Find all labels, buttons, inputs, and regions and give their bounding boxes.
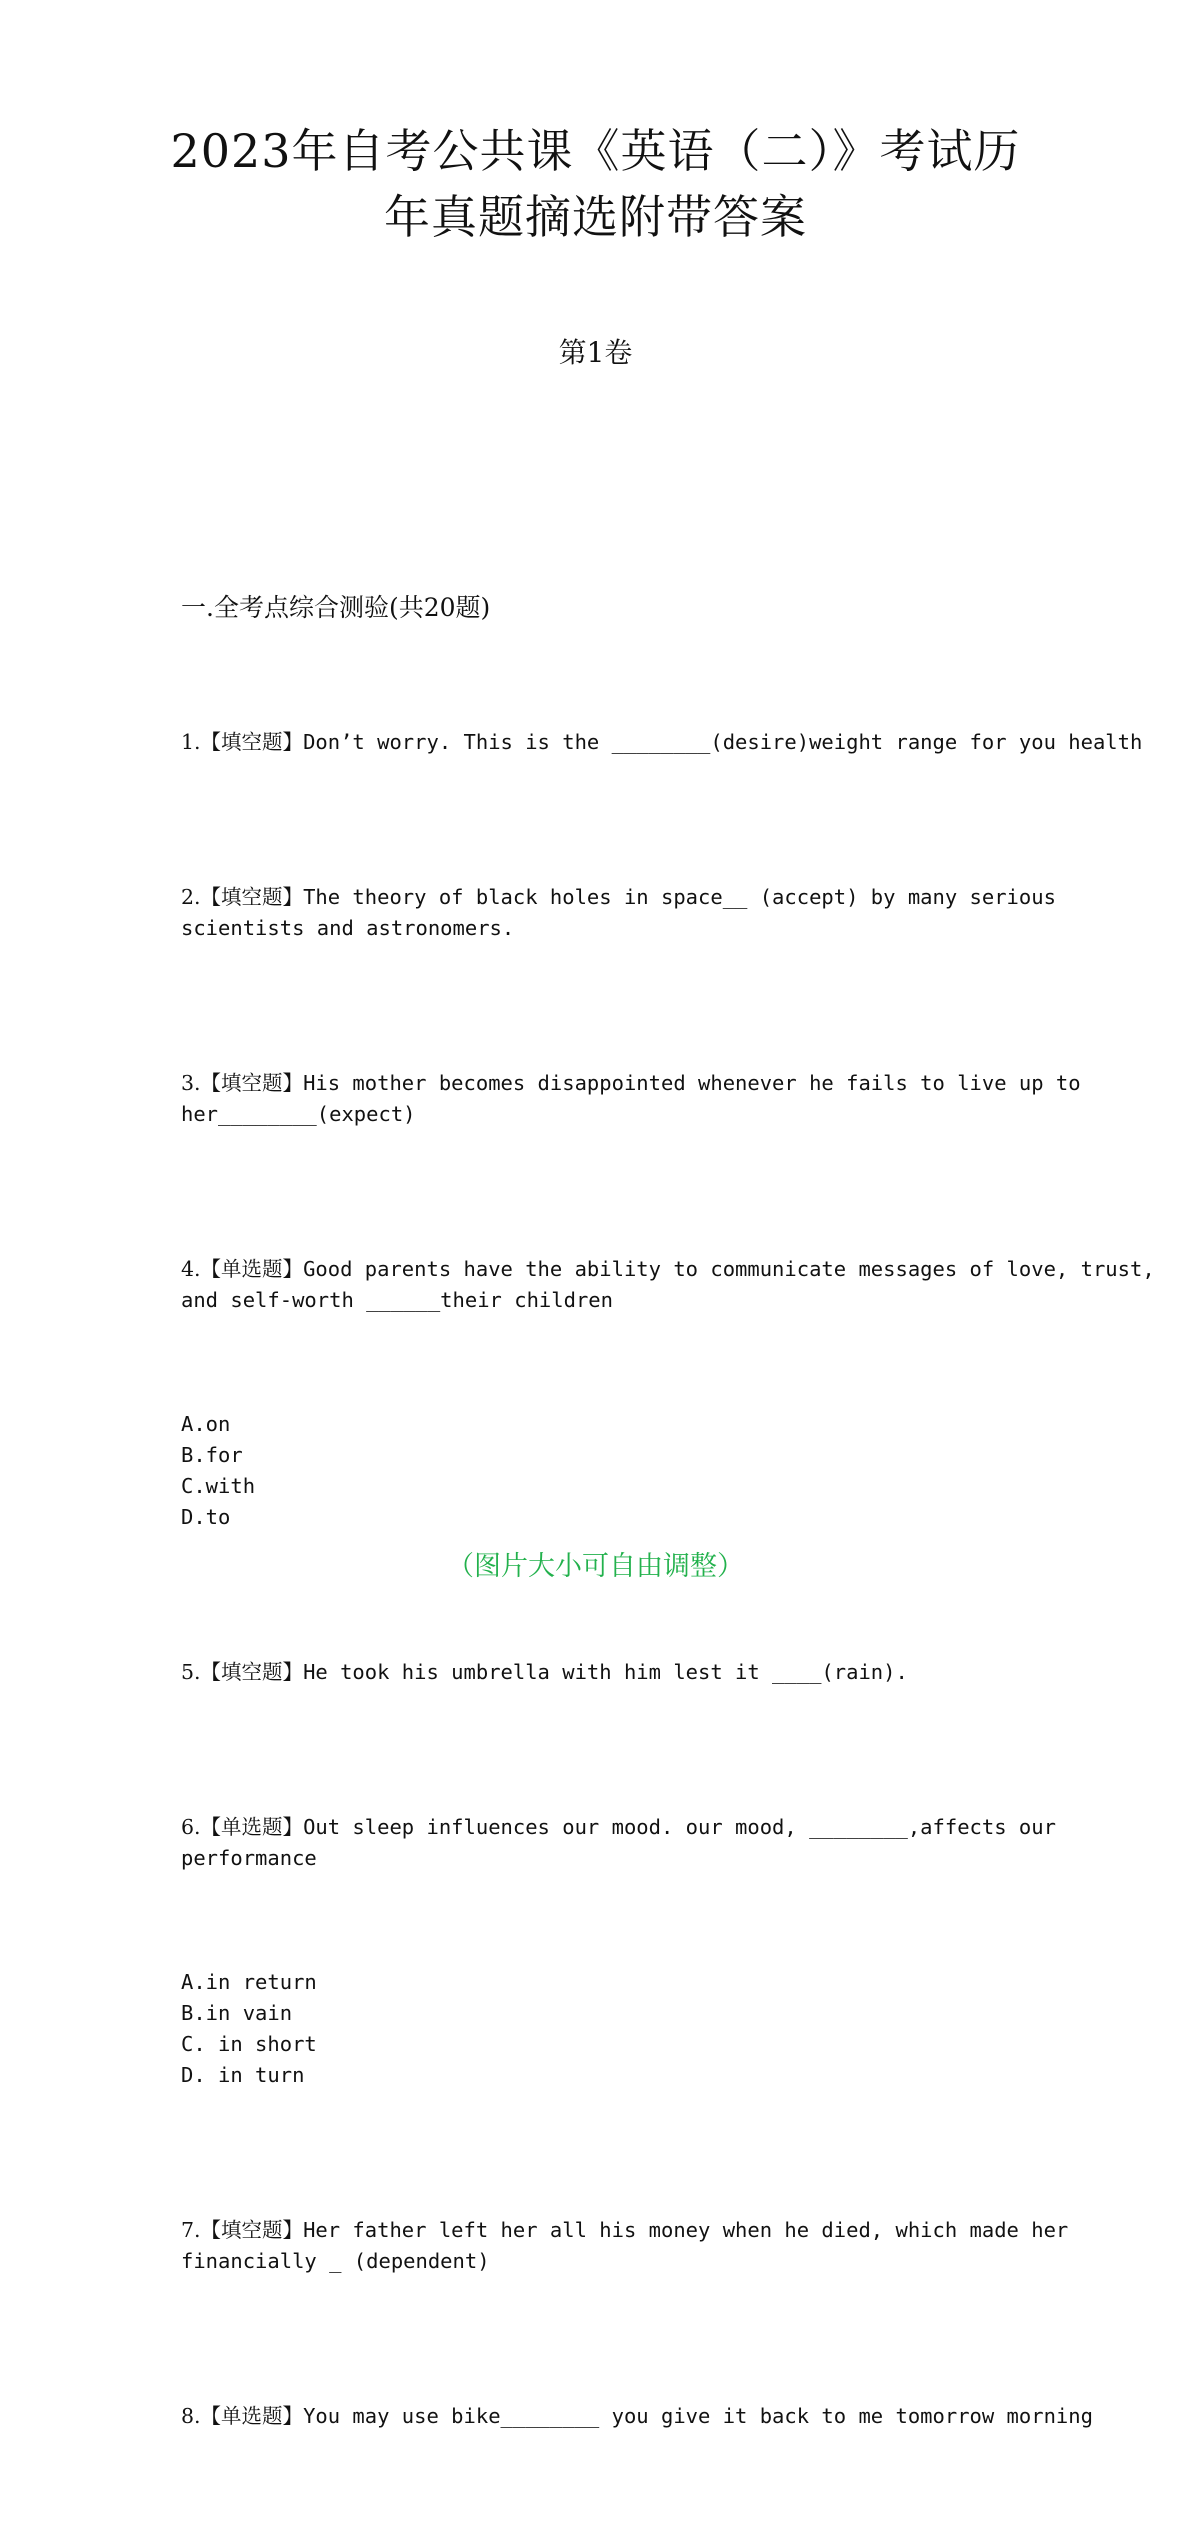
question-text: Her father left her all his money when he died, which made her financially _ (dependent) (181, 2218, 1081, 2273)
option-d: D.to (181, 1505, 231, 1529)
option-a: A.on (181, 1412, 231, 1436)
question-prefix: 4.【单选题】 (181, 1257, 304, 1281)
section-title: 一.全考点综合测验(共20题) (181, 593, 491, 622)
question-text: Good parents have the ability to communicate messages of love, trust, and self-worth ______their children (181, 1257, 1168, 1312)
option-b: B.in vain (181, 2001, 293, 2025)
image-size-note: （图片大小可自由调整） (447, 1551, 744, 1582)
question-5 (181, 1657, 1181, 1688)
option-d: D. in turn (181, 2063, 305, 2087)
question-prefix: 3.【填空题】 (181, 1071, 304, 1095)
question-prefix: 5.【填空题】 (181, 1660, 304, 1684)
question-prefix: 6.【单选题】 (181, 1815, 304, 1839)
question-1 (181, 727, 1181, 758)
question-2 (181, 882, 1181, 944)
title-line-2: 年真题摘选附带答案 (384, 190, 807, 244)
volume-heading: 第1卷 (558, 336, 633, 369)
question-content (181, 528, 1181, 2525)
question-6 (181, 1812, 1181, 1874)
question-prefix: 1.【填空题】 (181, 730, 304, 754)
option-a: A.in return (181, 1970, 317, 1994)
question-3 (181, 1068, 1181, 1130)
question-text: His mother becomes disappointed whenever he fails to live up to her________(expect) (181, 1071, 1093, 1126)
title-line-1: 2023年自考公共课《英语（二）》考试历 (170, 124, 1021, 178)
question-4-options (181, 1409, 1181, 1533)
question-prefix: 8.【单选题】 (181, 2404, 304, 2428)
question-8 (181, 2401, 1181, 2432)
option-c: C.with (181, 1474, 256, 1498)
question-text: You may use bike________ you give it back to me tomorrow morning (303, 2404, 1093, 2428)
question-7 (181, 2215, 1181, 2277)
question-prefix: 2.【填空题】 (181, 885, 304, 909)
question-text: Out sleep influences our mood. our mood, ________,affects our performance (181, 1815, 1069, 1870)
question-4 (181, 1254, 1181, 1316)
question-text: He took his umbrella with him lest it ____(rain). (303, 1660, 908, 1684)
option-b: B.for (181, 1443, 243, 1467)
question-text: The theory of black holes in space__ (accept) by many serious scientists and astronomers. (181, 885, 1069, 940)
question-6-options (181, 1967, 1181, 2091)
question-prefix: 7.【填空题】 (181, 2218, 304, 2242)
option-c: C. in short (181, 2032, 317, 2056)
document-title (0, 118, 1191, 250)
question-text: Don’t worry. This is the ________(desire)weight range for you health (303, 730, 1143, 754)
